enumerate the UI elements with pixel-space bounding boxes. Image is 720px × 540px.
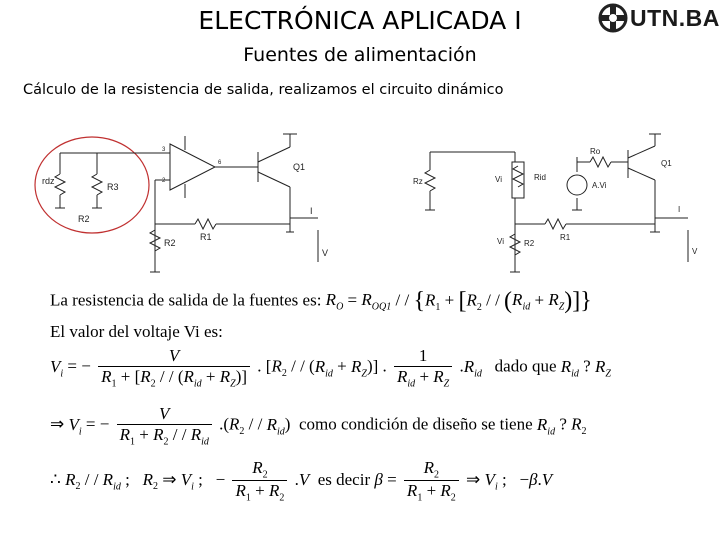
label-v: V xyxy=(692,247,698,256)
eq5-frac-1: $\frac{R_2}{R_1 + R_2}$ xyxy=(232,458,287,504)
left-circuit xyxy=(35,134,318,272)
label-rz: Rz xyxy=(413,177,423,186)
slide-subtitle: Fuentes de alimentación xyxy=(243,44,477,66)
label-r2b: R2 xyxy=(164,238,176,248)
label-av: A.Vi xyxy=(592,181,607,190)
label-r2a: R2 xyxy=(78,214,90,224)
op-amp xyxy=(170,144,215,190)
right-circuit xyxy=(425,134,688,272)
eq3-dado-que: dado que xyxy=(494,356,557,376)
label-pin6: 6 xyxy=(218,160,222,166)
equation-line-2: El valor del voltaje Vi es: xyxy=(50,322,223,341)
utn-logo xyxy=(596,2,720,34)
label-r3: R3 xyxy=(107,182,119,192)
eq4-frac: $\frac{V}{R_1 + R_2 / / R_{id}}$ xyxy=(117,404,212,447)
eq3-frac-1: $\frac{V}{R_1 + [R_2 / / (R_{id} + R_Z)]}$ xyxy=(98,346,250,389)
intro-text: Cálculo de la resistencia de salida, realizamos el circuito dinámico xyxy=(23,82,504,98)
label-vi: Vi xyxy=(495,175,502,184)
slide-title: ELECTRÓNICA APLICADA I xyxy=(198,6,522,35)
eq5-es-decir: es decir xyxy=(317,469,371,489)
equation-line-3: $V_i$ = − $\frac{V}{R_1 + [R_2 / / (R_{id} + R_Z)]}$ . [$R_2$ / / $(R_{id} + R_Z)$] . $\frac{1}{R_{id} + R_Z}$ $.R_{id}$ dado que $R_{id}$ ? $R_Z$ xyxy=(50,346,611,390)
label-i: I xyxy=(310,206,313,216)
equation-line-4: ⇒ $V_i$ = − $\frac{V}{R_1 + R_2 / / R_{id}}$ $.(R_2$ / / $R_{id}$) como condición de diseño se tiene $R_{id}$ ? $R_2$ xyxy=(50,404,587,448)
logo-text: UTN.BA xyxy=(630,5,720,31)
circuit-diagrams xyxy=(0,122,720,287)
eq4-qmark: ? xyxy=(559,414,567,434)
label-i: I xyxy=(678,205,681,214)
label-r1: R1 xyxy=(560,233,571,242)
eq3-qmark: ? xyxy=(583,356,591,376)
label-pin3: 3 xyxy=(162,147,166,153)
label-v: V xyxy=(322,248,329,258)
label-q1: Q1 xyxy=(661,159,672,168)
eq5-frac-2: $\frac{R_2}{R_1 + R_2}$ xyxy=(404,458,459,504)
left-circuit-labels xyxy=(42,147,328,258)
equation-line-1: La resistencia de salida de la fuentes es: $R_O = R_{OQ1}$ / / {$R_1 + [R_2$ / / $(R_{id} + R_Z)$]} xyxy=(50,288,592,314)
label-pin2: 2 xyxy=(162,178,166,184)
eq1-text: La resistencia de salida de la fuentes es: xyxy=(50,290,322,310)
equation-line-5: ∴ $R_2$ / / $R_{id}$ ; $R_2$ ⇒ $V_i$ ; − $\frac{R_2}{R_1 + R_2}$ .V es decir β = $\frac{R_2}{R_1 + R_2}$ ⇒ $V_i$ ; −β.V xyxy=(50,458,553,504)
label-vi2: Vi xyxy=(497,237,504,246)
eq4-condicion: como condición de diseño se tiene xyxy=(298,414,533,434)
label-q1: Q1 xyxy=(293,162,306,172)
utn-emblem-icon xyxy=(598,3,628,33)
label-ro: Ro xyxy=(590,147,601,156)
label-r2: R2 xyxy=(524,239,535,248)
eq3-frac-2: $\frac{1}{R_{id} + R_Z}$ xyxy=(394,346,452,389)
label-rid: Rid xyxy=(534,173,547,182)
label-rdz: rdz xyxy=(42,176,55,186)
label-r1: R1 xyxy=(200,232,212,242)
